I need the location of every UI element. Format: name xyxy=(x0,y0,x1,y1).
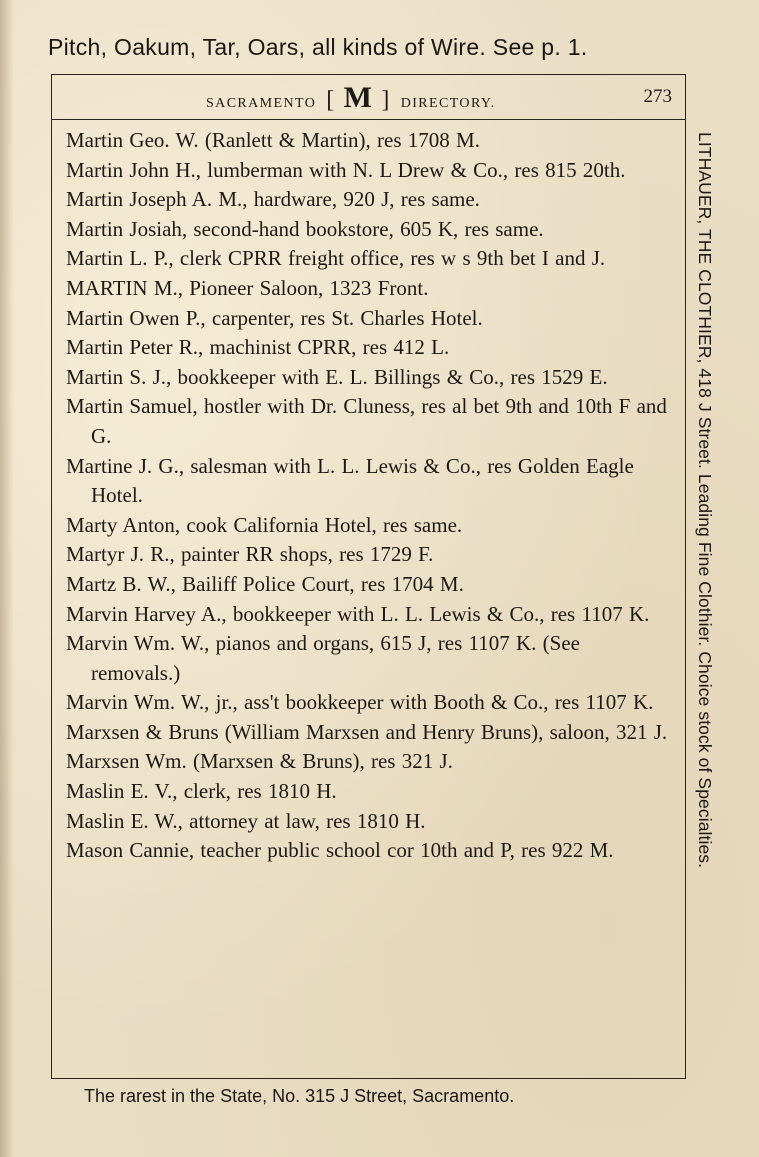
directory-entry: Martyr J. R., painter RR shops, res 1729 F. xyxy=(66,542,434,567)
running-head xyxy=(51,78,686,116)
side-advertisement xyxy=(686,74,726,1079)
bottom-advertisement: The rarest in the State, No. 315 J Street, Sacramento. xyxy=(84,1086,515,1106)
running-head-letter: M xyxy=(343,81,374,114)
running-head-bracket-open: [ xyxy=(326,87,336,113)
top-advertisement: Pitch, Oakum, Tar, Oars, all kinds of Wire. See p. 1. xyxy=(48,34,588,60)
directory-entry: Marty Anton, cook California Hotel, res same. xyxy=(66,512,463,537)
directory-entry: Martine J. G., salesman with L. L. Lewis & Co., res Golden Eagle Hotel. xyxy=(66,453,634,508)
directory-entry: Maslin E. V., clerk, res 1810 H. xyxy=(66,779,337,804)
directory-entry: Marxsen & Bruns (William Marxsen and Henry Bruns), saloon, 321 J. xyxy=(66,719,668,744)
page-shadow-edge xyxy=(0,0,14,1157)
directory-entry: Marvin Wm. W., jr., ass't bookkeeper with Booth & Co., res 1107 K. xyxy=(66,690,654,715)
directory-entry: Martin L. P., clerk CPRR freight office, res w s 9th bet I and J. xyxy=(66,246,606,271)
directory-entry: Martin Owen P., carpenter, res St. Charles Hotel. xyxy=(66,305,483,330)
directory-entry: Marvin Wm. W., pianos and organs, 615 J, res 1107 K. (See removals.) xyxy=(66,631,580,685)
running-head-city: SACRAMENTO xyxy=(206,96,317,111)
page-number: 273 xyxy=(643,86,672,107)
directory-entry: Marvin Harvey A., bookkeeper with L. L. Lewis & Co., res 1107 K. xyxy=(66,601,650,626)
directory-entry: Martin John H., lumberman with N. L Drew & Co., res 815 20th. xyxy=(66,157,626,182)
side-advertisement-text: LITHAUER, THE CLOTHIER, 418 J Street. Leading Fine Clothier. Choice stock of Specialties. xyxy=(695,132,715,869)
directory-entry: Mason Cannie, teacher public school cor 10th and P, res 922 M. xyxy=(66,838,614,863)
header-rule xyxy=(51,119,686,120)
directory-entry: Martin Geo. W. (Ranlett & Martin), res 1708 M. xyxy=(66,128,480,152)
directory-entries xyxy=(66,126,674,866)
directory-entry: Martin Samuel, hostler with Dr. Cluness, res al bet 9th and 10th F and G. xyxy=(66,394,667,448)
directory-entry: Martin Peter R., machinist CPRR, res 412 L. xyxy=(66,335,450,360)
directory-entry: Martin S. J., bookkeeper with E. L. Billings & Co., res 1529 E. xyxy=(66,364,608,389)
directory-entry: Marxsen Wm. (Marxsen & Bruns), res 321 J. xyxy=(66,749,453,774)
directory-entry: Maslin E. W., attorney at law, res 1810 H. xyxy=(66,808,426,833)
directory-entry: Martin Joseph A. M., hardware, 920 J, res same. xyxy=(66,187,480,212)
running-head-title xyxy=(206,81,496,114)
running-head-directory: DIRECTORY. xyxy=(400,96,496,111)
running-head-bracket-close: ] xyxy=(381,87,391,113)
directory-entry: Martin Josiah, second-hand bookstore, 605 K, res same. xyxy=(66,216,544,241)
directory-entry: Martz B. W., Bailiff Police Court, res 1704 M. xyxy=(66,571,464,596)
directory-entry: MARTIN M., Pioneer Saloon, 1323 Front. xyxy=(66,275,429,300)
